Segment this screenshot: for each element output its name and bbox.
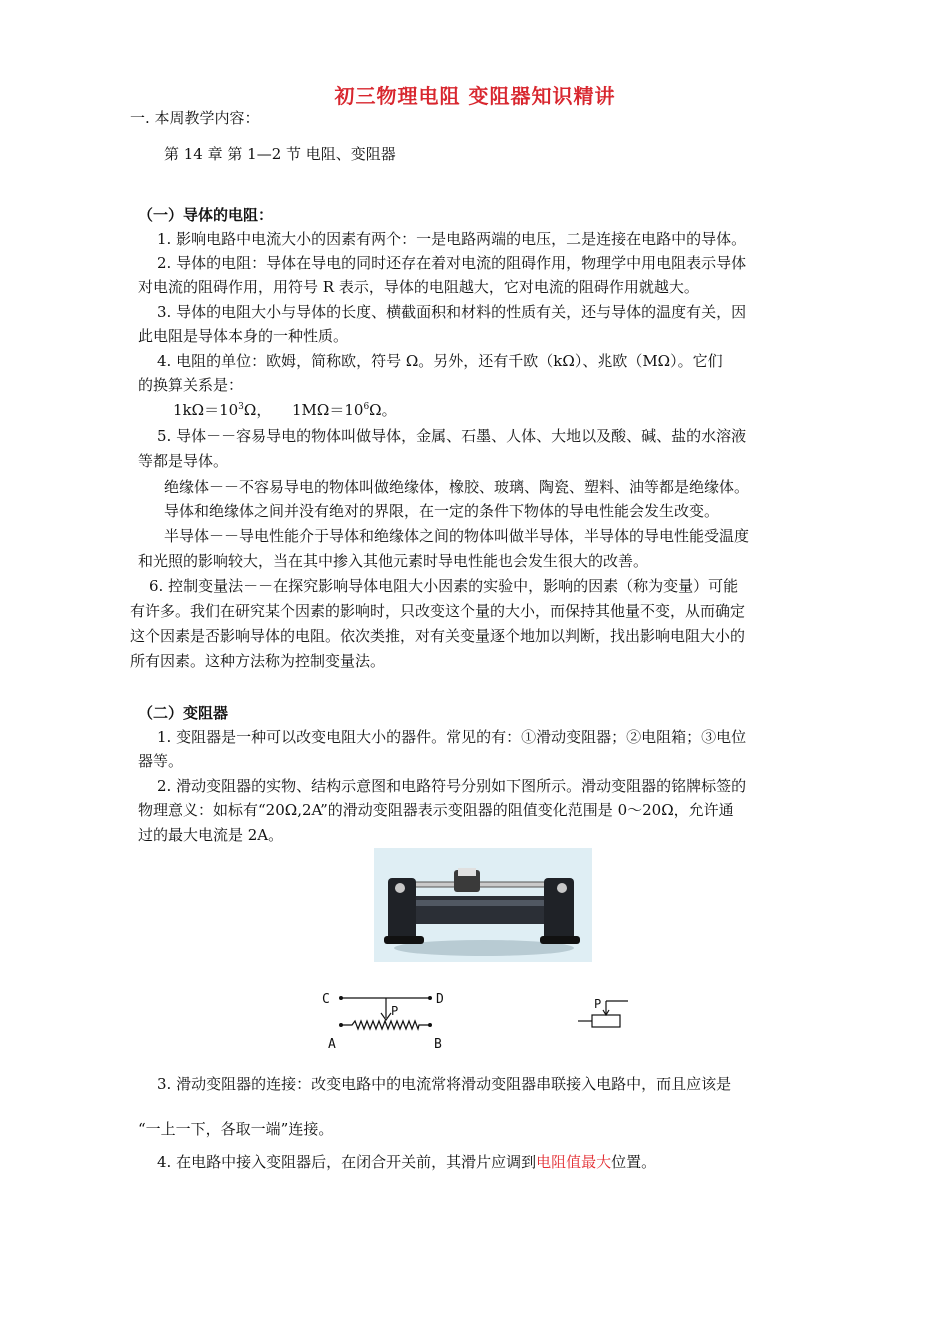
section2-heading: （二）变阻器: [138, 704, 229, 722]
s2-paragraph-2-line-2: 物理意义：如标有“20Ω,2A”的滑动变阻器表示变阻器的阻值变化范围是 0～20Ω，允许通: [138, 801, 734, 819]
label-b: B: [434, 1037, 442, 1052]
s2-paragraph-2-line-1: 2. 滑动变阻器的实物、结构示意图和电路符号分别如下图所示。滑动变阻器的铭牌标签的: [157, 777, 747, 795]
s1-paragraph-2-line-1: 2. 导体的电阻：导体在导电的同时还存在着对电流的阻碍作用，物理学中用电阻表示导体: [157, 254, 747, 272]
chapter-line: 第 14 章 第 1—2 节 电阻、变阻器: [164, 145, 396, 163]
s1-paragraph-6-line-2: 有许多。我们在研究某个因素的影响时，只改变这个量的大小，而保持其他量不变，从而确定: [130, 602, 746, 620]
symbol-label-p: P: [594, 997, 602, 1011]
rheostat-photo: [374, 848, 592, 962]
label-p: P: [391, 1004, 399, 1018]
s1-paragraph-3-line-1: 3. 导体的电阻大小与导体的长度、横截面积和材料的性质有关，还与导体的温度有关，因: [157, 303, 747, 321]
s2-paragraph-2-line-3: 过的最大电流是 2A。: [138, 826, 284, 844]
s1-paragraph-6-line-3: 这个因素是否影响导体的电阻。依次类推，对有关变量逐个地加以判断，找出影响电阻大小的: [130, 627, 746, 645]
section1-heading: （一）导体的电阻：: [138, 206, 274, 224]
s2-paragraph-1-line-2: 器等。: [138, 752, 184, 770]
intro-heading: 一. 本周教学内容：: [130, 109, 260, 127]
s2-paragraph-4: 4. 在电路中接入变阻器后，在闭合开关前，其滑片应调到电阻值最大位置。: [157, 1153, 657, 1171]
label-a: A: [328, 1037, 336, 1052]
s1-paragraph-5-line-5: 半导体－－导电性能介于导体和绝缘体之间的物体叫做半导体，半导体的导电性能受温度: [164, 527, 750, 545]
s1-paragraph-4-line-2: 的换算关系是：: [138, 376, 244, 394]
s1-paragraph-5-line-2: 等都是导体。: [138, 452, 229, 470]
s1-paragraph-5-line-1: 5. 导体－－容易导电的物体叫做导体，金属、石墨、人体、大地以及酸、碱、盐的水溶液: [157, 427, 747, 445]
rheostat-structure-diagram: [318, 985, 448, 1055]
s1-paragraph-5-line-3: 绝缘体－－不容易导电的物体叫做绝缘体，橡胶、玻璃、陶瓷、塑料、油等都是绝缘体。: [164, 478, 750, 496]
document-title: 初三物理电阻 变阻器知识精讲: [334, 84, 616, 108]
s1-paragraph-2-line-2: 对电流的阻碍作用，用符号 R 表示，导体的电阻越大，它对电流的阻碍作用就越大。: [138, 278, 699, 296]
s2-paragraph-1-line-1: 1. 变阻器是一种可以改变电阻大小的器件。常见的有：①滑动变阻器；②电阻箱；③电位: [157, 728, 747, 746]
formula-kilo-ohm: $1k\Omega=10^3\Omega$，: [173, 401, 272, 419]
s2-paragraph-3-line-2: “一上一下，各取一端”连接。: [138, 1120, 334, 1138]
s2-paragraph-3-line-1: 3. 滑动变阻器的连接：改变电路中的电流常将滑动变阻器串联接入电路中，而且应该是: [157, 1075, 732, 1093]
formula-mega-ohm: $1M\Omega=10^6\Omega$。: [292, 401, 397, 419]
s1-paragraph-6-line-4: 所有因素。这种方法称为控制变量法。: [130, 652, 386, 670]
s1-paragraph-5-line-4: 导体和绝缘体之间并没有绝对的界限，在一定的条件下物体的导电性能会发生改变。: [164, 502, 720, 520]
s1-paragraph-4-line-1: 4. 电阻的单位：欧姆，简称欧，符号 Ω。另外，还有千欧（kΩ）、兆欧（MΩ）。它们: [157, 352, 723, 370]
rheostat-circuit-symbol: [578, 995, 630, 1031]
s1-paragraph-6-line-1: 6. 控制变量法－－在探究影响导体电阻大小因素的实验中，影响的因素（称为变量）可能: [149, 577, 739, 595]
label-c: C: [322, 992, 330, 1007]
label-d: D: [436, 992, 444, 1007]
s1-paragraph-5-line-6: 和光照的影响较大，当在其中掺入其他元素时导电性能也会发生很大的改善。: [138, 552, 649, 570]
highlight-max-resistance: 电阻值最大: [536, 1153, 612, 1171]
s1-paragraph-3-line-2: 此电阻是导体本身的一种性质。: [138, 327, 349, 345]
s1-paragraph-1: 1. 影响电路中电流大小的因素有两个：一是电路两端的电压，二是连接在电路中的导体。: [157, 230, 747, 248]
